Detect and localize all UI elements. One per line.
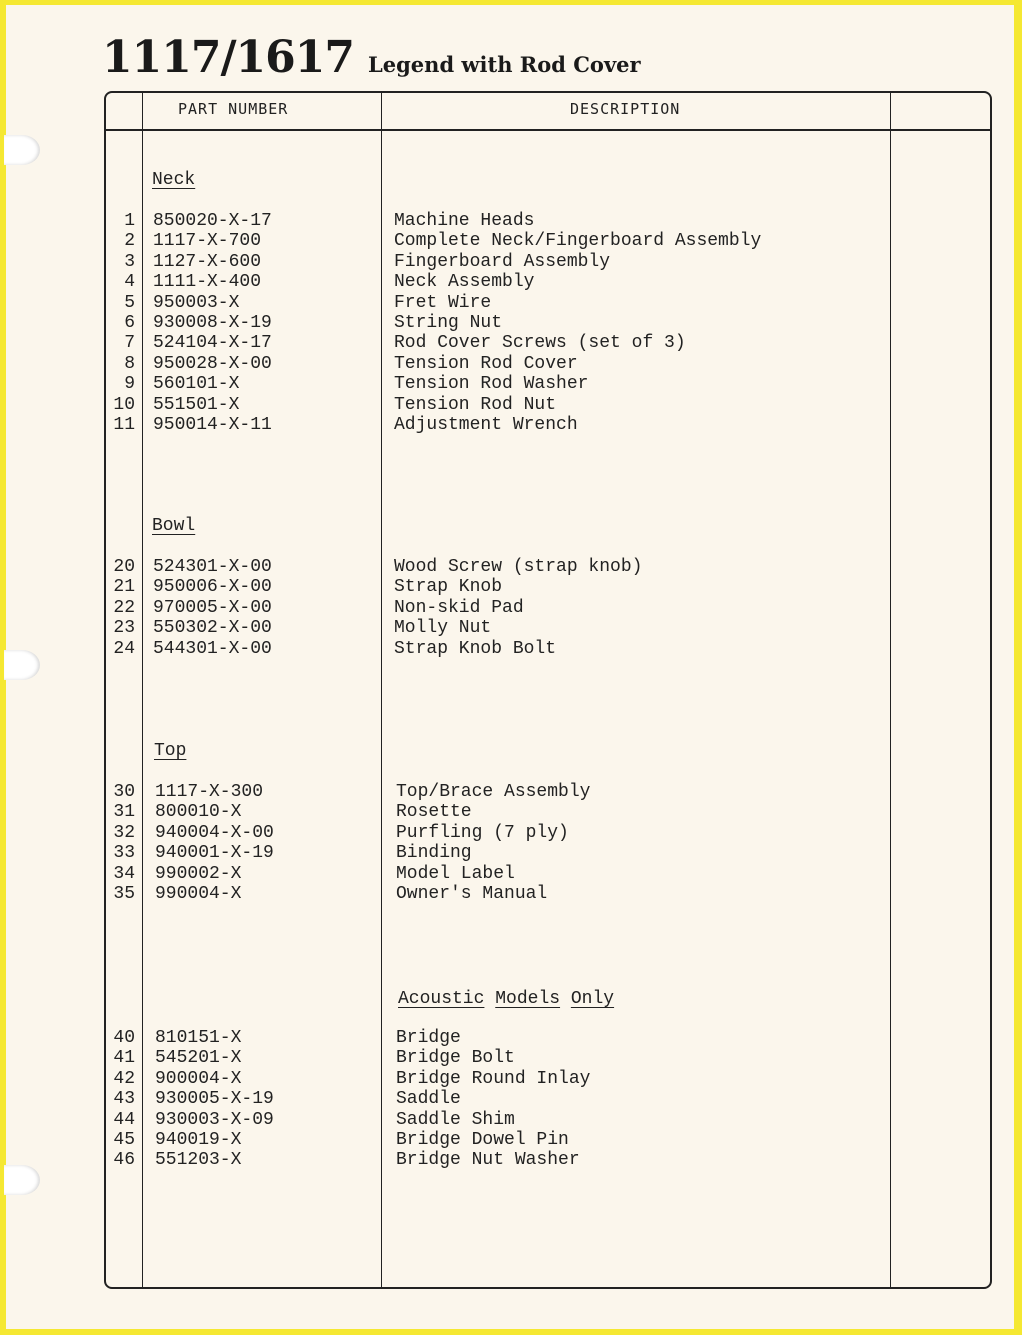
table-row: [106, 1069, 990, 1089]
item-number: 46: [113, 1150, 135, 1171]
section-title-word: Acoustic: [398, 989, 485, 1009]
item-number: 7: [124, 333, 135, 354]
table-row: [106, 293, 990, 313]
binder-hole: [4, 650, 40, 680]
item-number: 41: [113, 1048, 135, 1069]
table-row: [106, 823, 990, 843]
part-number: 560101-X: [153, 374, 240, 395]
model-name: Legend with Rod Cover: [368, 52, 641, 77]
part-description: Tension Rod Washer: [394, 374, 589, 395]
item-number: 30: [113, 782, 135, 802]
item-number: 8: [124, 353, 135, 374]
part-description: String Nut: [394, 313, 503, 333]
part-number: 970005-X-00: [153, 597, 272, 618]
item-number: 1: [124, 211, 135, 231]
part-description: Bridge Round Inlay: [396, 1068, 591, 1089]
table-row: [106, 1150, 990, 1170]
part-description: Non-skid Pad: [394, 597, 524, 618]
item-number: 40: [113, 1028, 135, 1048]
table-row: [106, 864, 990, 884]
item-number: 32: [113, 822, 135, 843]
part-number: 990004-X: [155, 884, 242, 904]
item-number: 3: [124, 251, 135, 272]
table-row: [106, 782, 990, 802]
parts-table: [104, 91, 992, 1289]
table-row: [106, 1130, 990, 1150]
table-row: [106, 272, 990, 292]
binder-hole: [4, 1165, 40, 1195]
part-number: 551501-X: [153, 394, 240, 415]
part-number: 950028-X-00: [153, 353, 272, 374]
item-number: 44: [113, 1109, 135, 1130]
table-row: [106, 395, 990, 415]
table-row: [106, 374, 990, 394]
part-number-header: PART NUMBER: [178, 100, 289, 118]
item-number: 23: [113, 618, 135, 639]
item-number: 33: [113, 843, 135, 864]
item-number: 20: [113, 557, 135, 577]
item-number: 9: [124, 374, 135, 395]
description-header: DESCRIPTION: [570, 100, 681, 118]
table-row: [106, 598, 990, 618]
part-number: 1117-X-700: [153, 231, 262, 252]
part-number: 550302-X-00: [153, 618, 272, 639]
part-number: 524104-X-17: [153, 333, 272, 354]
part-description: Adjustment Wrench: [394, 415, 578, 435]
item-number: 31: [113, 802, 135, 823]
part-description: Machine Heads: [394, 211, 535, 231]
part-description: Tension Rod Cover: [394, 353, 578, 374]
item-number: 34: [113, 863, 135, 884]
table-row: [106, 618, 990, 638]
part-description: Rod Cover Screws (set of 3): [394, 333, 686, 354]
table-row: [106, 211, 990, 231]
section-title-top: Top: [154, 741, 187, 761]
part-number: 800010-X: [155, 802, 242, 823]
part-description: Bridge Dowel Pin: [396, 1130, 569, 1150]
part-number: 940001-X-19: [155, 843, 274, 864]
item-number: 22: [113, 597, 135, 618]
table-row: [106, 252, 990, 272]
part-description: Molly Nut: [394, 618, 492, 639]
part-description: Saddle: [396, 1089, 461, 1110]
part-number: 950003-X: [153, 292, 240, 313]
part-number: 1127-X-600: [153, 251, 262, 272]
part-number: 930005-X-19: [155, 1089, 274, 1110]
part-number: 1117-X-300: [155, 782, 264, 802]
table-row: [106, 313, 990, 333]
part-description: Owner's Manual: [396, 884, 548, 904]
part-description: Tension Rod Nut: [394, 394, 557, 415]
part-description: Strap Knob Bolt: [394, 638, 557, 659]
table-row: [106, 577, 990, 597]
part-description: Rosette: [396, 802, 472, 823]
section-title-word: Models: [495, 989, 561, 1009]
part-description: Binding: [396, 843, 472, 864]
item-number: 10: [113, 394, 135, 415]
part-number: 930003-X-09: [155, 1109, 274, 1130]
part-number: 940004-X-00: [155, 822, 274, 843]
table-row: [106, 557, 990, 577]
item-number: 42: [113, 1068, 135, 1089]
part-number: 1111-X-400: [153, 272, 262, 293]
part-description: Purfling (7 ply): [396, 822, 569, 843]
part-number: 544301-X-00: [153, 638, 272, 659]
part-number: 551203-X: [155, 1150, 242, 1171]
table-row: [106, 415, 990, 435]
item-number: 21: [113, 577, 135, 598]
part-description: Model Label: [396, 863, 515, 884]
part-number: 950006-X-00: [153, 577, 272, 598]
item-number: 45: [113, 1130, 135, 1150]
item-number: 5: [124, 292, 135, 313]
item-number: 43: [113, 1089, 135, 1110]
part-number: 990002-X: [155, 863, 242, 884]
table-row: [106, 1110, 990, 1130]
part-description: Top/Brace Assembly: [396, 782, 591, 802]
binder-hole: [4, 135, 40, 165]
part-number: 810151-X: [155, 1028, 242, 1048]
part-description: Bridge Nut Washer: [396, 1150, 580, 1171]
part-description: Strap Knob: [394, 577, 503, 598]
table-row: [106, 231, 990, 251]
table-row: [106, 639, 990, 659]
section-title-acoustic: [398, 989, 614, 1009]
item-number: 24: [113, 638, 135, 659]
table-row: [106, 884, 990, 904]
section-title-bowl: Bowl: [152, 516, 196, 536]
table-row: [106, 1048, 990, 1068]
part-description: Bridge Bolt: [396, 1048, 515, 1069]
item-number: 2: [124, 231, 135, 252]
item-number: 35: [113, 884, 135, 904]
part-number: 950014-X-11: [153, 415, 272, 435]
part-description: Fret Wire: [394, 292, 492, 313]
part-number: 850020-X-17: [153, 211, 272, 231]
item-number: 6: [124, 313, 135, 333]
table-row: [106, 1089, 990, 1109]
table-row: [106, 1028, 990, 1048]
section-title-neck: Neck: [152, 170, 196, 190]
part-description: Saddle Shim: [396, 1109, 515, 1130]
item-number: 4: [124, 272, 135, 293]
part-number: 930008-X-19: [153, 313, 272, 333]
part-number: 940019-X: [155, 1130, 242, 1150]
part-number: 900004-X: [155, 1068, 242, 1089]
part-description: Neck Assembly: [394, 272, 535, 293]
table-row: [106, 802, 990, 822]
table-row: [106, 333, 990, 353]
part-description: Complete Neck/Fingerboard Assembly: [394, 231, 762, 252]
part-description: Fingerboard Assembly: [394, 251, 611, 272]
table-row: [106, 354, 990, 374]
part-number: 524301-X-00: [153, 557, 272, 577]
part-description: Bridge: [396, 1028, 461, 1048]
table-row: [106, 843, 990, 863]
page-title: [102, 32, 641, 83]
header-divider: [106, 129, 990, 131]
part-description: Wood Screw (strap knob): [394, 557, 643, 577]
section-title-word: Only: [570, 989, 615, 1009]
model-number: 1117/1617: [102, 32, 354, 83]
item-number: 11: [113, 415, 135, 435]
part-number: 545201-X: [155, 1048, 242, 1069]
